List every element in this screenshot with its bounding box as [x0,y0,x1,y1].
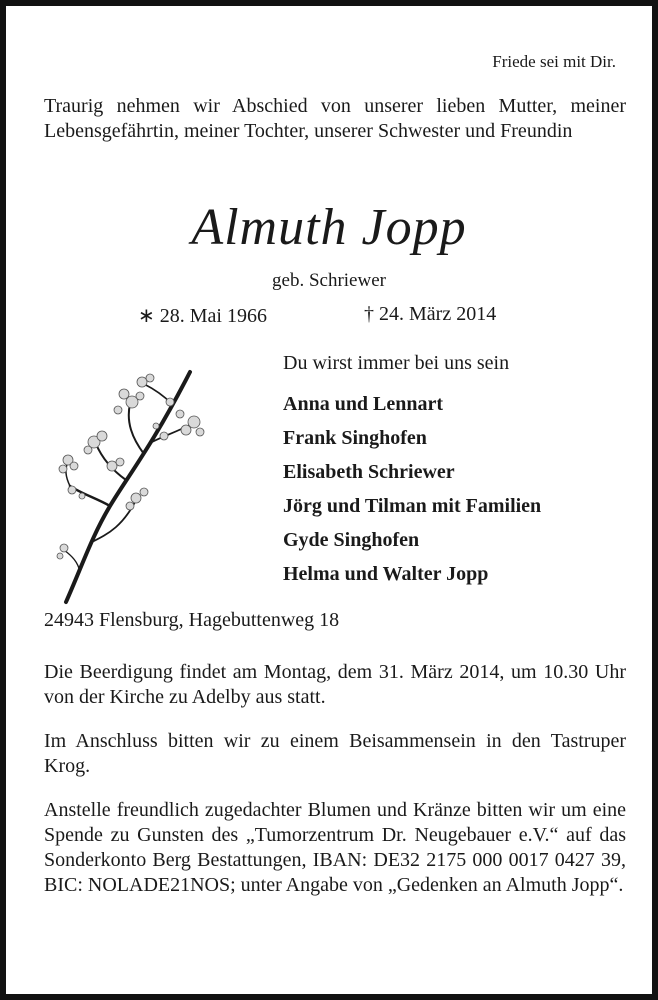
mourner-name: Anna und Lennart [283,393,444,415]
birth-name: geb. Schriewer [272,270,386,291]
mourner-name: Elisabeth Schriewer [283,461,455,483]
mourner-name: Helma und Walter Jopp [283,563,489,585]
mourner-name: Jörg und Tilman mit Familien [283,495,542,517]
address: 24943 Flensburg, Hagebuttenweg 18 [44,609,340,631]
deceased-name: Almuth Jopp [191,199,467,256]
birth-date: ∗ 28. Mai 1966 [138,305,267,327]
gathering-paragraph: Im Anschluss bitten wir zu einem Beisammensein in den Tastruper Krog. [44,730,626,777]
donation-paragraph: Anstelle freundlich zugedachter Blumen und Kränze bitten wir um eine Spende zu Gunsten des „Tumorzentrum Dr. Neugebauer e.V.“ auf das Sonderkonto Berg Bestattungen, IBAN: DE32 2175 000 0017 0427 39, BIC: NOLADE21NOS; unter Angabe von „Gedenken an Almuth Jopp“. [44,799,626,896]
intro-text: Traurig nehmen wir Abschied von unserer lieben Mutter, meiner Lebensgefährtin, meiner Tochter, unserer Schwester und Freundin [44,95,626,142]
death-date: † 24. März 2014 [364,303,497,325]
mourner-name: Gyde Singhofen [283,529,420,551]
mourner-name: Frank Singhofen [283,427,427,449]
mourners-motto: Du wirst immer bei uns sein [283,352,510,374]
mourners-list [283,387,541,591]
funeral-paragraph: Die Beerdigung findet am Montag, dem 31. März 2014, um 10.30 Uhr von der Kirche zu Adelby aus statt. [44,661,626,708]
blossom-branch-illustration [52,366,212,606]
motto-line: Friede sei mit Dir. [492,52,616,71]
